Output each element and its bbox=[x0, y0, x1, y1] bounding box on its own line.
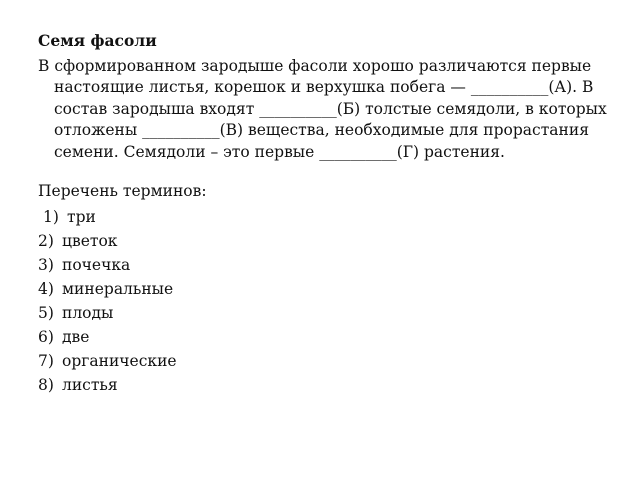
term-text: минеральные bbox=[62, 279, 174, 298]
terms-heading: Перечень терминов: bbox=[38, 182, 207, 200]
term-item bbox=[38, 207, 608, 231]
term-text: плоды bbox=[62, 303, 114, 322]
term-text: листья bbox=[62, 375, 118, 394]
document-page bbox=[38, 30, 608, 399]
term-number: 1) bbox=[43, 207, 59, 226]
term-number: 4) bbox=[38, 279, 54, 298]
terms-list bbox=[38, 207, 608, 399]
term-item bbox=[38, 303, 608, 327]
term-number: 7) bbox=[38, 351, 54, 370]
term-item bbox=[38, 351, 608, 375]
term-item bbox=[38, 255, 608, 279]
term-text: три bbox=[67, 207, 96, 226]
term-item bbox=[38, 231, 608, 255]
term-text: органические bbox=[62, 351, 177, 370]
task-paragraph: В сформированном зародыше фасоли хорошо различаются первые настоящие листья, корешок и верхушка побега — __________(А). В состав зародыша входят __________(Б) толстые семядоли, в которых отложены __________(В) вещества, необходимые для прорастания семени. Семядоли – это первые __________(Г) растения. bbox=[38, 56, 607, 161]
term-item bbox=[38, 327, 608, 351]
term-text: цветок bbox=[62, 231, 118, 250]
document-title: Семя фасоли bbox=[38, 31, 157, 50]
term-text: почечка bbox=[62, 255, 131, 274]
term-item bbox=[38, 375, 608, 399]
term-number: 2) bbox=[38, 231, 54, 250]
term-number: 5) bbox=[38, 303, 54, 322]
term-number: 8) bbox=[38, 375, 54, 394]
spacer bbox=[38, 163, 608, 181]
term-text: две bbox=[62, 327, 90, 346]
term-item bbox=[38, 279, 608, 303]
term-number: 6) bbox=[38, 327, 54, 346]
term-number: 3) bbox=[38, 255, 54, 274]
